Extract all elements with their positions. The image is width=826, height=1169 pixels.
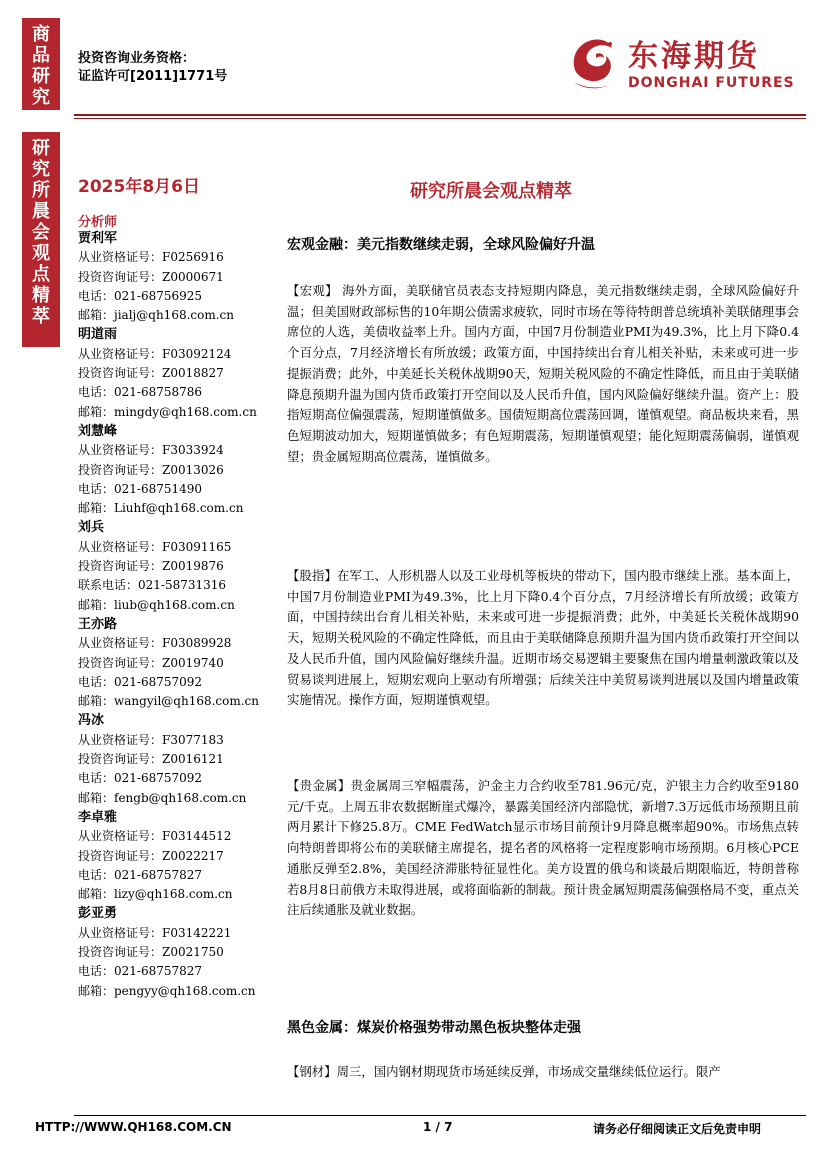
analyst-credential: 投资咨询证号：Z0013026	[78, 462, 224, 477]
analyst-credential: 从业资格证号：F03142221	[78, 925, 232, 940]
analyst-entry	[78, 904, 278, 1000]
analyst-entry	[78, 518, 278, 614]
analyst-credential: 从业资格证号：F03144512	[78, 829, 232, 844]
analyst-credential: 电话：021-68756925	[78, 288, 203, 303]
license-number: 证监许可[2011]1771号	[78, 69, 228, 84]
steel-text: 周三，国内钢材期现货市场延续反弹，市场成交量继续低位运行。限产	[336, 1064, 721, 1079]
header-divider	[74, 114, 806, 116]
analyst-credential: 投资咨询证号：Z0016121	[78, 752, 224, 767]
side-tab-char: 品	[32, 45, 50, 66]
stock-index-tag: 【股指】	[287, 568, 337, 583]
analyst-list	[78, 229, 278, 1001]
analyst-credential: 从业资格证号：F03092124	[78, 346, 232, 361]
side-tab-char: 萃	[32, 306, 50, 327]
header-divider-thin	[74, 118, 806, 119]
macro-section-heading: 宏观金融：美元指数继续走弱，全球风险偏好升温	[287, 237, 595, 253]
logo-english-name: DONGHAI FUTURES	[628, 75, 795, 91]
analyst-name: 贾利军	[78, 231, 118, 246]
analyst-email[interactable]: 邮箱：liub@qh168.com.cn	[78, 597, 235, 612]
side-tab-char: 商	[32, 24, 50, 45]
analyst-email[interactable]: 邮箱：mingdy@qh168.com.cn	[78, 404, 257, 419]
analyst-credential: 电话：021-68758786	[78, 385, 203, 400]
side-tab-char: 点	[32, 264, 50, 285]
analyst-credential: 从业资格证号：F03091165	[78, 539, 232, 554]
analyst-credential: 投资咨询证号：Z0021750	[78, 944, 224, 959]
steel-tag: 【钢材】	[287, 1064, 337, 1079]
analyst-name: 王亦路	[78, 616, 118, 632]
analyst-email[interactable]: 邮箱：pengyy@qh168.com.cn	[78, 983, 256, 998]
qualification-info	[78, 50, 227, 86]
analyst-credential: 从业资格证号：F3033924	[78, 443, 224, 458]
analyst-credential: 从业资格证号：F3077183	[78, 732, 224, 747]
analyst-entry	[78, 711, 278, 807]
analyst-credential: 投资咨询证号：Z0019876	[78, 559, 224, 574]
side-tab-char: 研	[32, 138, 50, 159]
analyst-name: 刘兵	[78, 520, 105, 536]
logo-chinese-name: 东海期货	[628, 39, 760, 74]
analyst-email[interactable]: 邮箱：wangyil@qh168.com.cn	[78, 694, 260, 709]
analyst-entry	[78, 808, 278, 904]
side-tab-char: 精	[32, 285, 50, 306]
side-tab-char: 晨	[32, 201, 50, 222]
report-title: 研究所晨会观点精萃	[410, 181, 572, 202]
analyst-credential: 电话：021-68757827	[78, 964, 203, 979]
precious-metals-tag: 【贵金属】	[287, 778, 351, 793]
side-tab-char: 究	[32, 159, 50, 180]
macro-paragraph	[287, 281, 799, 467]
analyst-credential: 联系电话：021-58731316	[78, 578, 227, 593]
analyst-credential: 投资咨询证号：Z0019740	[78, 655, 224, 670]
stock-index-text: 在军工、人形机器人以及工业母机等板块的带动下，国内股市继续上涨。基本面上，中国7月份制造业PMI为49.3%，比上月下降0.4个百分点，7月经济增长有所放缓；政策方面，中国持续出台育儿相关补贴，未来或可进一步提振消费；此外，中美延长关税休战期90天，短期关税风险的不确定性降低，而且由于美联储降息预期升温为国内货币政策打开空间以及人民币升值，国内风险偏好继续升温。近期市场交易逻辑主要聚焦在国内增量刺激政策以及贸易谈判进展上，短期宏观向上驱动有所增强；后续关注中美贸易谈判进展以及国内增量政策实施情况。操作方面，短期谨慎观望。	[287, 568, 800, 708]
analyst-entry	[78, 615, 278, 711]
analyst-email[interactable]: 邮箱：jialj@qh168.com.cn	[78, 308, 234, 323]
analyst-credential: 电话：021-68751490	[78, 481, 203, 496]
analyst-credential: 从业资格证号：F03089928	[78, 636, 232, 651]
ferrous-section-heading: 黑色金属：煤炭价格强势带动黑色板块整体走强	[287, 1020, 581, 1036]
qualification-line: 投资咨询业务资格：	[78, 51, 196, 66]
company-logo	[566, 28, 798, 98]
analyst-email[interactable]: 邮箱：lizy@qh168.com.cn	[78, 887, 233, 902]
precious-metals-paragraph	[287, 776, 799, 921]
side-tab-char: 会	[32, 222, 50, 243]
side-tab-char: 究	[32, 87, 50, 108]
side-tab-char: 观	[32, 243, 50, 264]
analyst-name: 冯冰	[78, 713, 105, 729]
analyst-credential: 电话：021-68757092	[78, 771, 203, 786]
analyst-credential: 从业资格证号：F0256916	[78, 250, 224, 265]
analyst-name: 彭亚勇	[78, 906, 118, 922]
footer-divider	[74, 1115, 806, 1116]
analyst-email[interactable]: 邮箱：fengb@qh168.com.cn	[78, 790, 247, 805]
page-number: 1 / 7	[423, 1120, 453, 1134]
analyst-entry	[78, 229, 278, 325]
analyst-credential: 电话：021-68757092	[78, 674, 203, 689]
analyst-credential: 投资咨询证号：Z0018827	[78, 366, 224, 381]
side-tab-char: 所	[32, 180, 50, 201]
macro-tag: 【宏观】	[287, 283, 338, 298]
analyst-name: 明道雨	[78, 327, 118, 343]
analyst-name: 刘慧峰	[78, 423, 118, 439]
analyst-entry	[78, 325, 278, 421]
footer-disclaimer: 请务必仔细阅读正文后免责申明	[593, 1122, 762, 1136]
stock-index-paragraph	[287, 566, 799, 711]
side-tab-report-type	[22, 132, 60, 347]
analyst-entry	[78, 422, 278, 518]
precious-metals-text: 贵金属周三窄幅震荡，沪金主力合约收至781.96元/克，沪银主力合约收至9180元/千克。上周五非农数据断崖式爆冷，暴露美国经济内部隐忧，新增7.3万远低市场预期且前两月累计下修25.8万。CME FedWatch显示市场目前预计9月降息概率超90%。市场焦点转向特朗普即将公布的美联储主席提名，提名者的风格将一定程度影响市场预期。6月核心PCE通胀反弹至2.8%，美国经济滞胀特征显性化。美方设置的俄乌和谈最后期限临近，特朗普称若8月8日前俄方未取得进展，或将面临新的制裁。预计贵金属短期震荡偏强格局不变，重点关注后续通胀及就业数据。	[287, 778, 800, 918]
side-tab-char: 研	[32, 66, 50, 87]
analyst-label: 分析师	[78, 215, 118, 230]
footer-website-link[interactable]: HTTP://WWW.QH168.COM.CN	[35, 1120, 232, 1134]
analyst-credential: 投资咨询证号：Z0000671	[78, 269, 224, 284]
analyst-credential: 电话：021-68757827	[78, 867, 203, 882]
report-date: 2025年8月6日	[78, 177, 200, 197]
analyst-name: 李卓雅	[78, 809, 118, 825]
steel-paragraph	[287, 1062, 799, 1083]
analyst-credential: 投资咨询证号：Z0022217	[78, 848, 224, 863]
macro-text: 海外方面，美联储官员表态支持短期内降息，美元指数继续走弱，全球风险偏好升温；但美国财政部标售的10年期公债需求疲软，同时市场在等待特朗普总统填补美联储理事会席位的人选，美债收益率上升。国内方面，中国7月份制造业PMI为49.3%，比上月下降0.4个百分点，7月经济增长有所放缓；政策方面，中国持续出台育儿相关补贴，未来或可进一步提振消费；此外，中美延长关税休战期90天，短期关税风险的不确定性降低，而且由于美联储降息预期升温为国内货币政策打开空间以及人民币升值，国内风险偏好继续升温。资产上：股指短期高位偏强震荡，短期谨慎做多。国债短期高位震荡回调，谨慎观望。商品板块来看，黑色短期波动加大，短期谨慎做多；有色短期震荡，短期谨慎观望；能化短期震荡偏弱，谨慎观望；贵金属短期高位震荡，谨慎做多。	[287, 283, 799, 464]
analyst-email[interactable]: 邮箱：Liuhf@qh168.com.cn	[78, 501, 244, 516]
dragon-emblem-icon	[566, 32, 624, 94]
side-tab-commodity-research	[22, 18, 60, 110]
